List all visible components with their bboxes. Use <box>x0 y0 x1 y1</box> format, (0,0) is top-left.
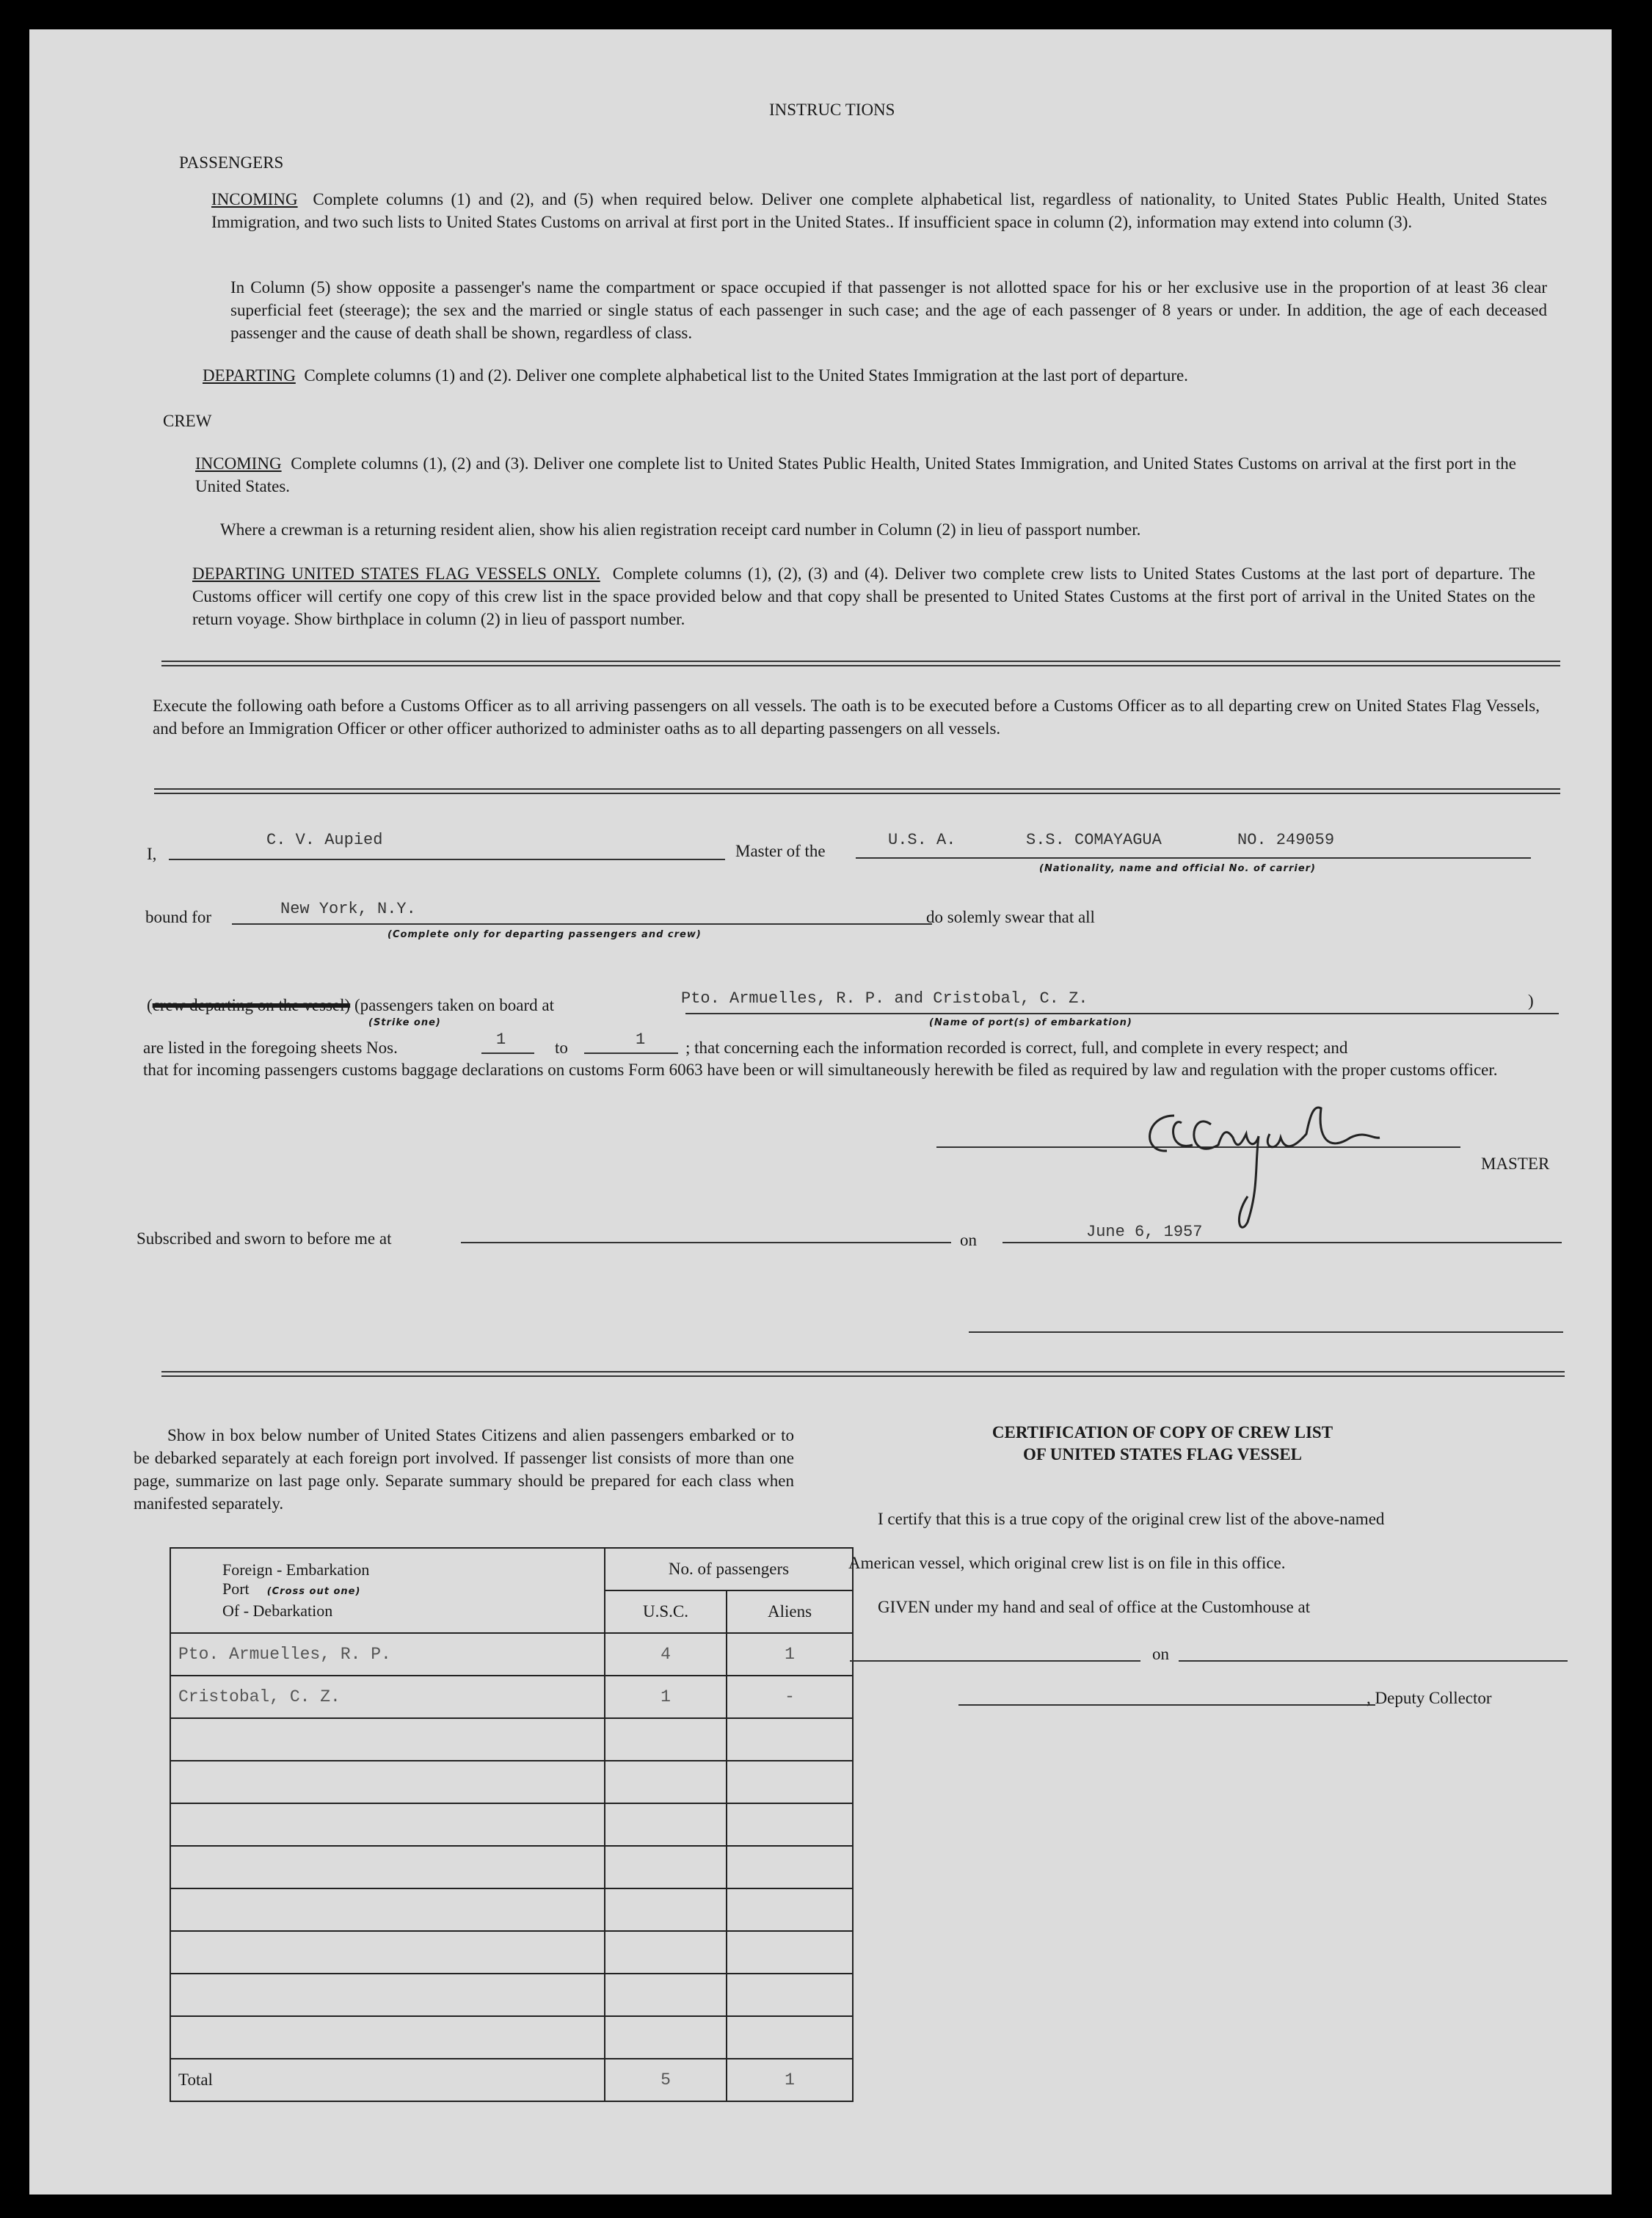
total-usc: 5 <box>605 2059 727 2101</box>
master-name: C. V. Aupied <box>266 831 383 849</box>
passengers-incoming-paragraph <box>211 188 1547 233</box>
vessel-name: S.S. COMAYAGUA <box>1026 831 1162 849</box>
oath-i-label: I, <box>147 845 157 863</box>
divider <box>154 788 1560 794</box>
passengers-departing-label: DEPARTING <box>203 366 296 385</box>
table-row <box>170 1931 853 1974</box>
port-cell: Pto. Armuelles, R. P. <box>170 1633 605 1676</box>
sworn-date-line <box>1003 1242 1562 1243</box>
passengers-heading: PASSENGERS <box>179 153 284 172</box>
table-row <box>170 1761 853 1803</box>
usc-header: U.S.C. <box>605 1590 727 1633</box>
crew-incoming-paragraph <box>195 452 1516 498</box>
bound-for-destination: New York, N.Y. <box>280 900 416 918</box>
certification-title-line2: OF UNITED STATES FLAG VESSEL <box>1022 1445 1303 1463</box>
usc-cell: 1 <box>605 1676 727 1718</box>
certify-line: I certify that this is a true copy of the original crew list of the above-named <box>878 1510 1385 1528</box>
document-page <box>29 29 1612 2195</box>
port-cell: Cristobal, C. Z. <box>170 1676 605 1718</box>
master-signature <box>1130 1094 1446 1240</box>
passengers-departing-text: Complete columns (1) and (2). Deliver one complete alphabetical list to the United States Immigration at the last port of departure. <box>304 366 1188 385</box>
master-of-the-label: Master of the <box>735 842 826 860</box>
bound-for-line <box>232 923 932 925</box>
sheet-from: 1 <box>496 1030 506 1049</box>
destination-caption: (Complete only for departing passengers and crew) <box>387 929 702 940</box>
aliens-header: Aliens <box>727 1590 853 1633</box>
embarkation-ports: Pto. Armuelles, R. P. and Cristobal, C. Z. <box>681 989 1088 1008</box>
aliens-cell: - <box>727 1676 853 1718</box>
table-row <box>170 1803 853 1846</box>
concerning-text: ; that concerning each the information recorded is correct, full, and complete in every respect; and <box>685 1039 1348 1057</box>
header-debarkation: Of - Debarkation <box>222 1601 333 1620</box>
on-label: on <box>960 1231 977 1249</box>
no-of-passengers-header: No. of passengers <box>605 1548 853 1590</box>
strike-one-caption: (Strike one) <box>368 1017 441 1028</box>
deputy-collector-label: , Deputy Collector <box>1367 1689 1492 1707</box>
divider <box>161 1371 1565 1377</box>
sheets-to-label: to <box>555 1039 568 1057</box>
master-label: MASTER <box>1481 1155 1550 1173</box>
sheets-label: are listed in the foregoing sheets Nos. <box>143 1039 398 1057</box>
crew-incoming-label: INCOMING <box>195 454 282 473</box>
table-row <box>170 1846 853 1888</box>
embarkation-line <box>685 1013 1559 1014</box>
aliens-cell: 1 <box>727 1633 853 1676</box>
nationality: U.S. A. <box>888 831 956 849</box>
official-number: NO. 249059 <box>1237 831 1335 849</box>
port-column-header <box>170 1548 605 1633</box>
crew-alien-paragraph: Where a crewman is a returning resident alien, show his alien registration receipt card number in Column (2) in lieu of passport number. <box>220 520 1141 539</box>
subscribed-label: Subscribed and sworn to before me at <box>137 1229 392 1248</box>
oath-line-3: (crew departing on the vessel) (passengers taken on board at <box>147 996 555 1014</box>
sheet-from-line <box>481 1052 534 1054</box>
sworn-date: June 6, 1957 <box>1086 1223 1203 1241</box>
crew-incoming-text: Complete columns (1), (2) and (3). Deliver one complete list to United States Public Health, United States Immigration, and United States Customs on arrival at the first port in the United States. <box>195 454 1517 495</box>
total-aliens: 1 <box>727 2059 853 2101</box>
cross-out-caption: (Cross out one) <box>266 1586 361 1597</box>
sheet-to: 1 <box>636 1030 646 1049</box>
baggage-text: that for incoming passengers customs baggage declarations on customs Form 6063 have been or will simultaneously herewith be filed as required by law and regulation with the proper customs officer. <box>143 1061 1498 1079</box>
table-row <box>170 1888 853 1931</box>
passengers-departing-paragraph <box>203 364 1546 387</box>
crew-heading: CREW <box>163 412 212 430</box>
passenger-summary-table <box>170 1547 854 2102</box>
bound-for-label: bound for <box>145 908 212 926</box>
total-row <box>170 2059 853 2101</box>
officer-signature-line <box>969 1331 1563 1333</box>
crew-departing-paragraph <box>192 562 1535 630</box>
cert-on-label: on <box>1152 1645 1169 1663</box>
deputy-collector-line <box>958 1704 1375 1706</box>
crew-departing-label: DEPARTING UNITED STATES FLAG VESSELS ONLY. <box>192 564 600 583</box>
table-row <box>170 2016 853 2059</box>
master-name-line <box>169 859 725 860</box>
embarkation-caption: (Name of port(s) of embarkation) <box>929 1017 1132 1028</box>
certify-line-2: American vessel, which original crew list is on file in this office. <box>848 1554 1286 1572</box>
sworn-place-line <box>461 1242 951 1243</box>
passengers-incoming-label: INCOMING <box>211 190 298 208</box>
instructions-heading: INSTRUC TIONS <box>769 101 895 119</box>
summary-instructions: Show in box below number of United States Citizens and alien passengers embarked or to be debarked separately at each foreign port involved. If passenger list consists of more than one page, summarize on last page only. Separate summary should be prepared for each class when manifested separately. <box>134 1426 794 1513</box>
certification-title-line1: CERTIFICATION OF COPY OF CREW LIST <box>991 1423 1333 1441</box>
header-embarkation: Foreign - Embarkation <box>222 1560 370 1579</box>
cert-date-line <box>1179 1660 1568 1662</box>
passengers-taken-text: (passengers taken on board at <box>350 996 555 1014</box>
crew-departing-text: Complete columns (1), (2), (3) and (4). Deliver two complete crew lists to United States Customs at the last port of departure. The Customs officer will certify one copy of this crew list in the space provided below and that copy shall be presented to United States Customs at the first port of arrival in the United States on the return voyage. Show birthplace in column (2) in lieu of passport number. <box>192 564 1535 628</box>
crew-departing-struck: crew departing on the vessel) <box>152 996 351 1014</box>
carrier-caption: (Nationality, name and official No. of carrier) <box>1039 863 1316 874</box>
table-row <box>170 1633 853 1676</box>
sheet-to-line <box>584 1052 678 1054</box>
column-5-paragraph: In Column (5) show opposite a passenger's name the compartment or space occupied if that passenger is not allotted space for his or her exclusive use in the proportion of at least 36 clear superficial feet (steerage); the sex and the married or single status of each passenger in such case; and the age of each passenger of 8 years or under. In addition, the age of each deceased passenger and the cause of death shall be shown, regardless of class. <box>230 278 1547 342</box>
table-row <box>170 1718 853 1761</box>
close-paren: ) <box>1528 992 1534 1010</box>
usc-cell: 4 <box>605 1633 727 1676</box>
header-port: Port <box>222 1579 250 1598</box>
swear-text: do solemly swear that all <box>926 908 1095 926</box>
carrier-line <box>856 857 1531 859</box>
cert-place-line <box>850 1660 1140 1662</box>
divider <box>161 661 1560 666</box>
given-line: GIVEN under my hand and seal of office at the Customhouse at <box>878 1598 1311 1616</box>
table-row <box>170 1676 853 1718</box>
total-label: Total <box>170 2059 605 2101</box>
passengers-incoming-text: Complete columns (1) and (2), and (5) when required below. Deliver one complete alphabetical list, regardless of nationality, to United States Public Health, United States Immigration, and two such lists to United States Customs on arrival at first port in the United States.. If insufficient space in column (2), information may extend into column (3). <box>211 190 1548 231</box>
oath-instruction-paragraph: Execute the following oath before a Customs Officer as to all arriving passengers on all vessels. The oath is to be executed before a Customs Officer as to all departing crew on United States Flag Vessels, and before an Immigration Officer or other officer authorized to administer oaths as to all departing passengers on all vessels. <box>153 697 1540 738</box>
table-row <box>170 1974 853 2016</box>
